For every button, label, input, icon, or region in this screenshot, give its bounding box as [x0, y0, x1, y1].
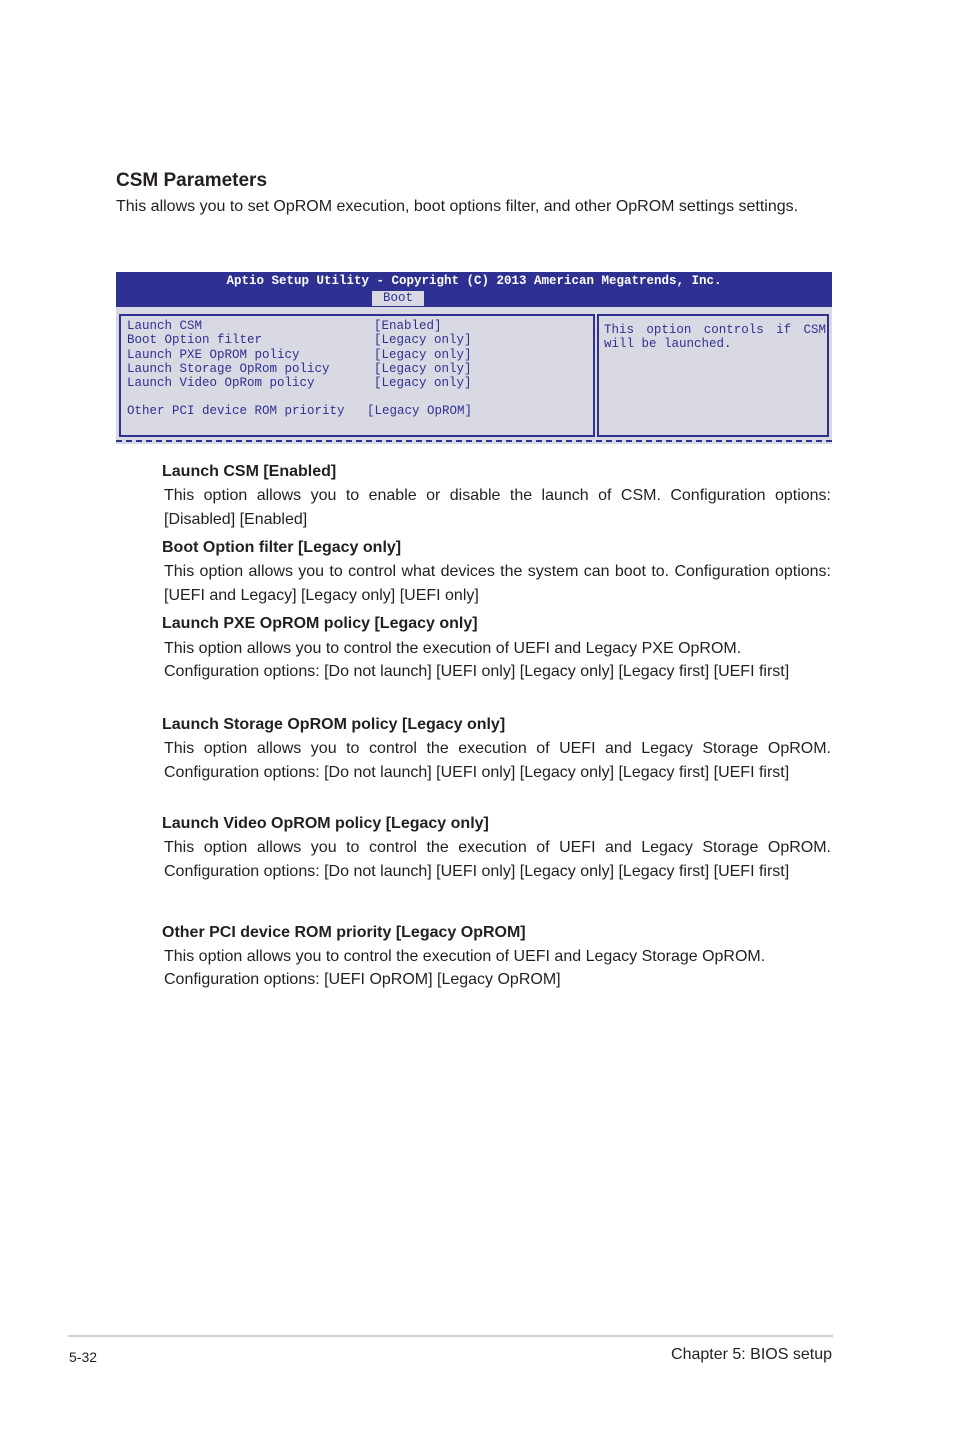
bios-row-launch-pxe[interactable] — [127, 348, 472, 362]
bios-row-launch-storage[interactable] — [127, 362, 472, 376]
item-heading-launch-pxe: Launch PXE OpROM policy [Legacy only] — [162, 615, 478, 632]
bios-help-text: This option controls if CSM will be launched. — [604, 323, 826, 351]
page-number: 5-32 — [69, 1349, 98, 1365]
bios-row-label: Launch Storage OpRom policy — [127, 362, 330, 376]
bios-row-other-pci[interactable]: Other PCI device ROM priority [Legacy OpROM] — [127, 404, 473, 418]
bios-header — [116, 272, 832, 307]
item-desc-launch-csm: This option allows you to enable or disable the launch of CSM. Configuration options: [Disabled] [Enabled] — [164, 487, 831, 528]
footer-rule — [68, 1335, 833, 1337]
bios-help-panel — [597, 314, 829, 437]
bios-row-label: Launch PXE OpROM policy — [127, 348, 300, 362]
item-desc-launch-pxe: This option allows you to control the execution of UEFI and Legacy PXE OpROM. — [164, 640, 742, 657]
bios-row-boot-option-filter[interactable] — [127, 333, 472, 347]
bios-row-launch-csm[interactable] — [127, 319, 442, 333]
bios-row-value: [Legacy only] — [374, 333, 472, 347]
bios-row-value: [Enabled] — [374, 319, 442, 333]
bios-row-label: Launch CSM — [127, 319, 203, 333]
item-heading-launch-storage: Launch Storage OpROM policy [Legacy only] — [162, 716, 506, 733]
item-desc-launch-video: This option allows you to control the execution of UEFI and Legacy Storage OpROM. Configuration options: [Do not launch] [UEFI only] [Legacy only] [Legacy first] [UEFI first] — [164, 839, 831, 880]
item-desc-boot-option-filter: This option allows you to control what devices the system can boot to. Configuration options: [UEFI and Legacy] [Legacy only] [UEFI only] — [164, 563, 831, 604]
bios-tab-boot[interactable]: Boot — [372, 291, 424, 306]
item-desc-other-pci: This option allows you to control the execution of UEFI and Legacy Storage OpROM. — [164, 948, 766, 965]
item-heading-other-pci: Other PCI device ROM priority [Legacy OpROM] — [162, 924, 526, 941]
item-heading-boot-option-filter: Boot Option filter [Legacy only] — [162, 539, 402, 556]
item-desc2-other-pci: Configuration options: [UEFI OpROM] [Legacy OpROM] — [164, 971, 561, 988]
bios-row-label: Launch Video OpRom policy — [127, 376, 315, 390]
bios-row-launch-video[interactable] — [127, 376, 472, 390]
bios-dashed-divider — [116, 440, 832, 442]
item-heading-launch-csm: Launch CSM [Enabled] — [162, 463, 337, 480]
chapter-label: Chapter 5: BIOS setup — [671, 1346, 832, 1363]
bios-row-value: [Legacy only] — [374, 376, 472, 390]
bios-row-label: Boot Option filter — [127, 333, 263, 347]
bios-title: Aptio Setup Utility - Copyright (C) 2013 American Megatrends, Inc. — [226, 274, 722, 288]
section-title: CSM Parameters — [116, 170, 268, 191]
bios-screenshot — [116, 272, 832, 444]
section-intro: This allows you to set OpROM execution, boot options filter, and other OpROM settings settings. — [116, 198, 799, 215]
item-desc2-launch-pxe: Configuration options: [Do not launch] [UEFI only] [Legacy only] [Legacy first] [UEFI first] — [164, 663, 790, 680]
bios-row-value: [Legacy only] — [374, 362, 472, 376]
item-heading-launch-video: Launch Video OpROM policy [Legacy only] — [162, 815, 489, 832]
item-desc-launch-storage: This option allows you to control the execution of UEFI and Legacy Storage OpROM. Configuration options: [Do not launch] [UEFI only] [Legacy only] [Legacy first] [UEFI first] — [164, 740, 831, 781]
bios-settings-panel — [119, 314, 595, 437]
bios-row-value: [Legacy only] — [374, 348, 472, 362]
